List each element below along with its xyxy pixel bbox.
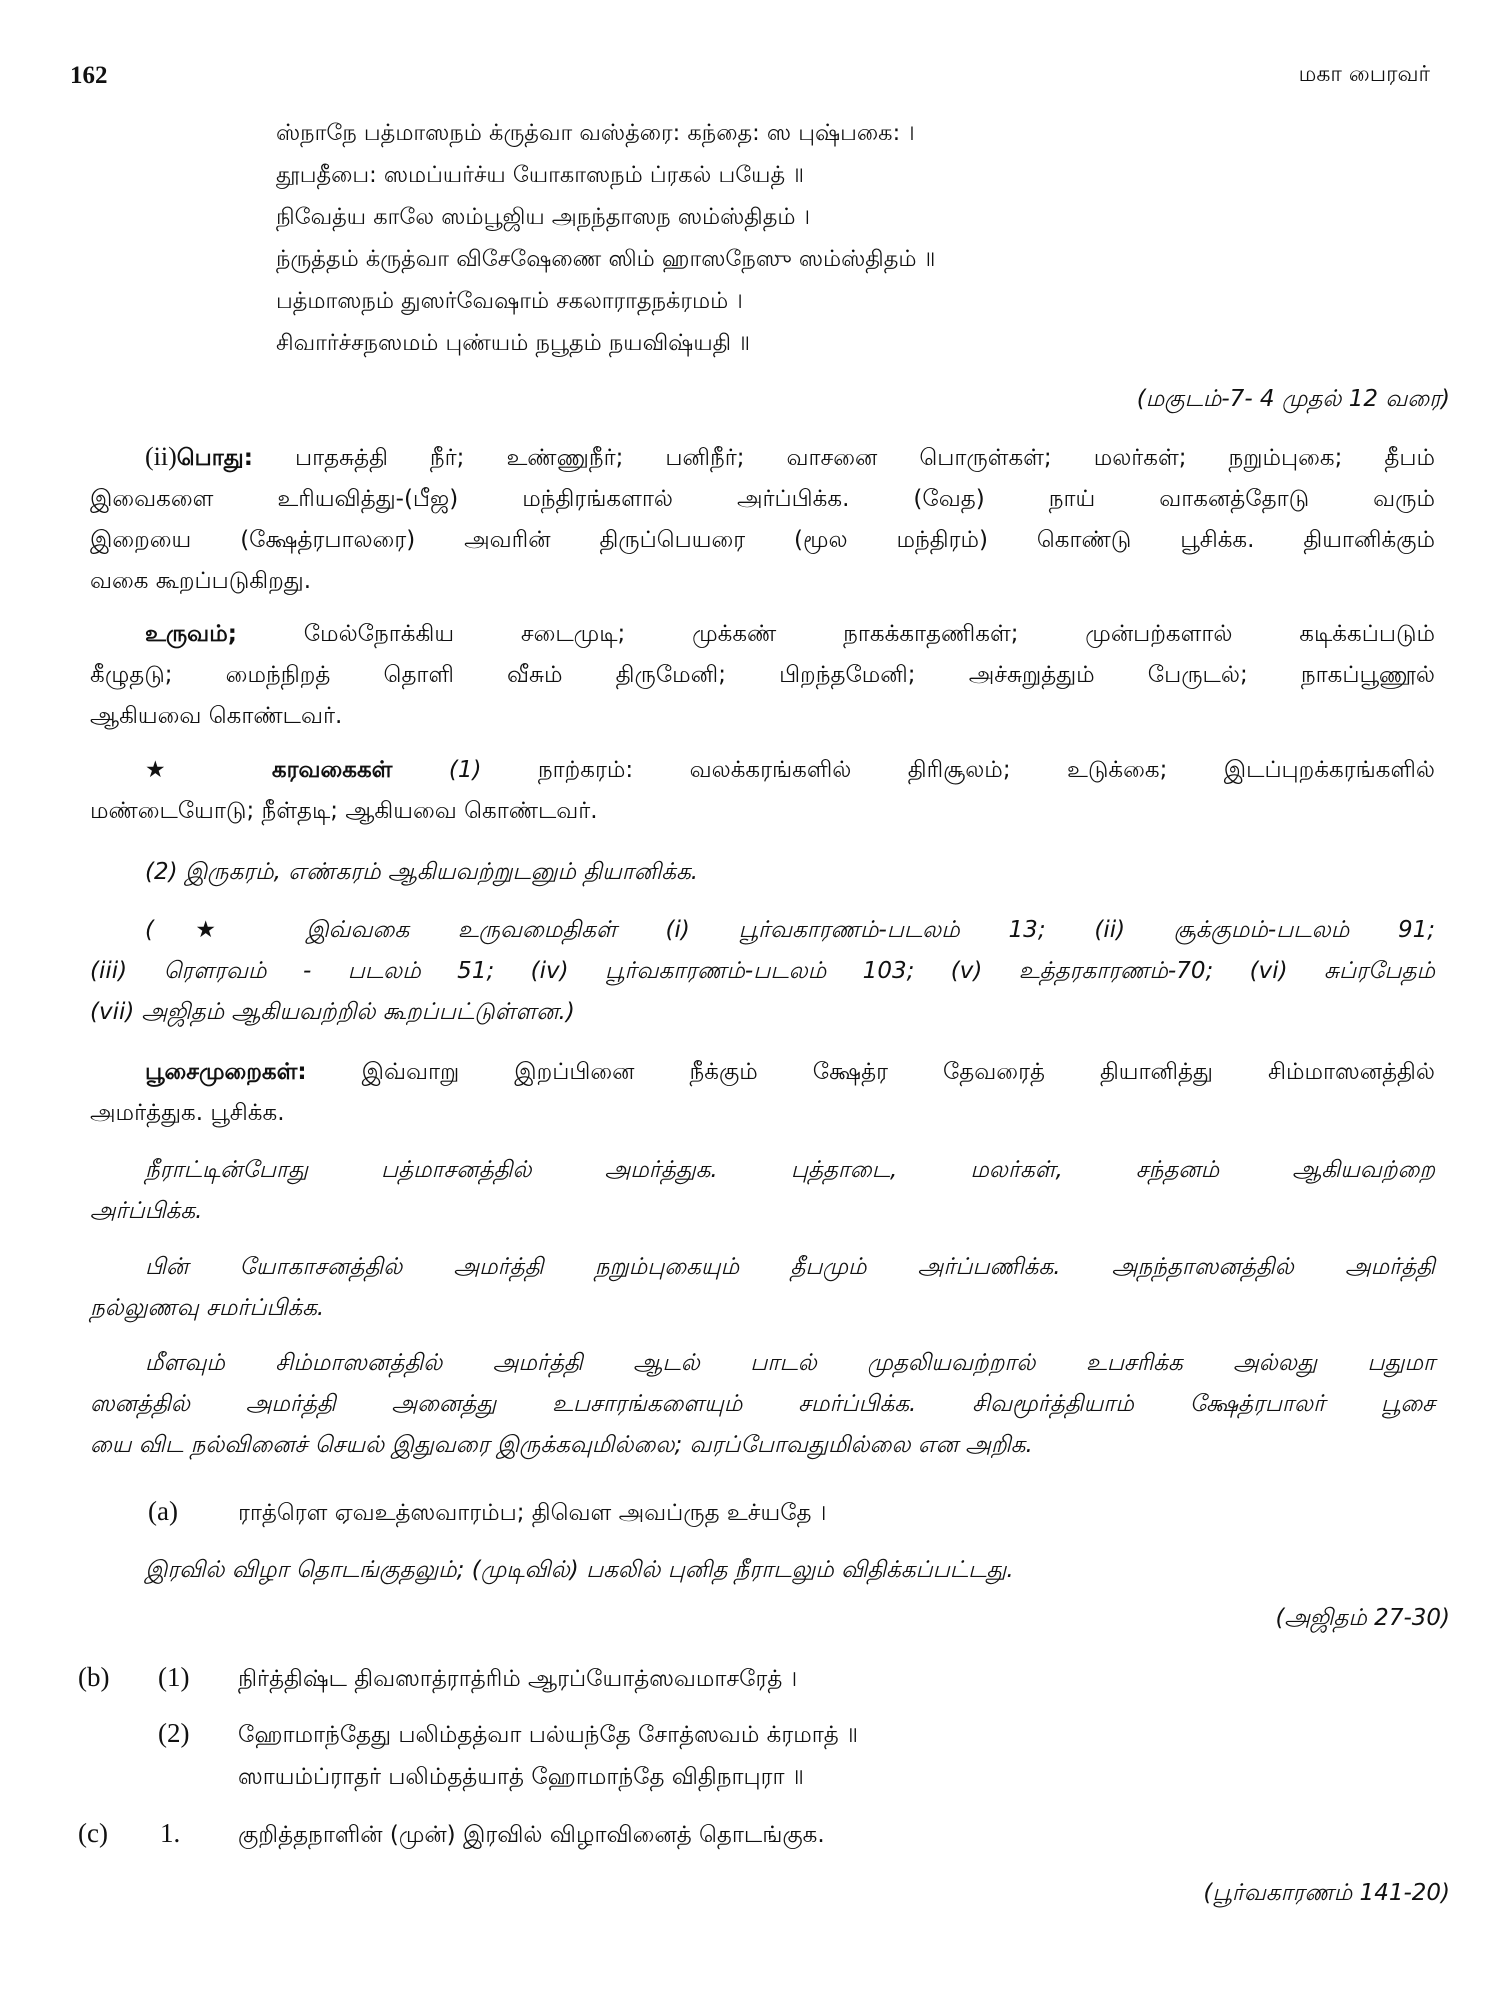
paragraph-text: பின் யோகாசனத்தில் அமர்த்தி நறும்புகையும் தீபமும் அர்ப்பணிக்க. அநந்தாஸனத்தில் அமர்த்தி — [145, 1254, 1435, 1280]
paragraph-note — [90, 910, 1435, 1033]
paragraph-text: மண்டையோடு; நீள்தடி; ஆகியவை கொண்டவர். — [90, 798, 598, 824]
paragraph-text: ஸனத்தில் அமர்த்தி அனைத்து உபசாரங்களையும் சமர்ப்பிக்க. சிவமூர்த்தியாம் க்ஷேத்ரபாலர் பூசை — [90, 1391, 1435, 1417]
paragraph-text: (iii) ரௌரவம் - படலம் 51; (iv) பூர்வகாரணம்-படலம் 103; (v) உத்தரகாரணம்-70; (vi) சுப்ரபேதம் — [90, 958, 1435, 984]
paragraph-text: பாதசுத்தி நீர்; உண்ணுநீர்; பனிநீர்; வாசனை பொருள்கள்; மலர்கள்; நறும்புகை; தீபம் — [252, 445, 1435, 471]
verse-line: ஹோமாந்தேது பலிம்தத்வா பல்யந்தே சோத்ஸவம் க்ரமாத் ॥ — [238, 1722, 859, 1748]
paragraph-karavagaigal — [90, 750, 1435, 832]
verse-line: நிவேத்ய காலே ஸம்பூஜிய அநந்தாஸந ஸம்ஸ்திதம் । — [276, 204, 811, 230]
list-number: (1) — [392, 757, 482, 783]
section-label: பூசைமுறைகள்: — [145, 1059, 307, 1085]
paragraph-simmasanam — [90, 1343, 1435, 1466]
paragraph-text: நாற்கரம்: வலக்கரங்களில் திரிசூலம்; உடுக்கை; இடப்புறக்கரங்களில் — [481, 757, 1436, 783]
paragraph-text: (vii) அஜிதம் ஆகியவற்றில் கூறப்பட்டுள்ளன.) — [90, 999, 575, 1025]
citation: (அஜிதம் 27-30) — [1275, 1605, 1450, 1631]
verse-line: நிர்த்திஷ்ட திவஸாத்ராத்ரிம் ஆரப்யோத்ஸவமாசரேத் । — [238, 1666, 798, 1692]
paragraph-text: கீழுதடு; மைந்நிறத் தொளி வீசும் திருமேனி; பிறந்தமேனி; அச்சுறுத்தும் பேருடல்; நாகப்பூணூல் — [90, 662, 1435, 688]
citation: (பூர்வகாரணம் 141-20) — [1203, 1880, 1450, 1906]
item-marker-b: (b) — [78, 1662, 110, 1692]
section-label: கரவகைகள் — [214, 757, 393, 783]
paragraph-text: இறையை (க்ஷேத்ரபாலரை) அவரின் திருப்பெயரை (மூல மந்திரம்) கொண்டு பூசிக்க. தியானிக்கும் — [90, 527, 1435, 553]
paragraph-neeraattu — [90, 1150, 1435, 1232]
paragraph-text: வகை கூறப்படுகிறது. — [90, 568, 312, 594]
verse-line: ராத்ரௌ ஏவஉத்ஸவாரம்ப; திவௌ அவப்ருத உச்யதே । — [238, 1500, 827, 1526]
paragraph-text: இவைகளை உரியவித்து-(பீஜ) மந்திரங்களால் அர்ப்பிக்க. (வேத) நாய் வாகனத்தோடு வரும் — [90, 486, 1435, 512]
verse-line: சிவார்ச்சநஸமம் புண்யம் நபூதம் நயவிஷ்யதி ॥ — [276, 330, 750, 356]
sub-marker: 1. — [160, 1818, 181, 1848]
page-number: 162 — [70, 62, 108, 89]
paragraph-text: மீளவும் சிம்மாஸனத்தில் அமர்த்தி ஆடல் பாடல் முதலியவற்றால் உபசரிக்க அல்லது பதுமா — [145, 1350, 1435, 1376]
verse-line: பத்மாஸநம் துஸர்வேஷாம் சகலாராதநக்ரமம் । — [276, 288, 743, 314]
sub-marker: (2) — [158, 1718, 190, 1748]
paragraph-text: அர்ப்பிக்க. — [90, 1198, 203, 1224]
verse-line: ஸ்நாநே பத்மாஸநம் க்ருத்வா வஸ்த்ரை: கந்தை: ஸ புஷ்பகை: । — [276, 120, 915, 146]
paragraph-text: நல்லுணவு சமர்ப்பிக்க. — [90, 1295, 325, 1321]
section-label: உருவம்; — [145, 621, 237, 647]
paragraph-irukaram — [90, 852, 1435, 893]
paragraph-text: அமர்த்துக. பூசிக்க. — [90, 1100, 285, 1126]
paragraph-pothu — [90, 436, 1435, 602]
page-header — [70, 62, 1430, 102]
running-title: மகா பைரவர் — [1298, 62, 1430, 87]
paragraph-iravil — [90, 1550, 1435, 1591]
paragraph-text: ஆகியவை கொண்டவர். — [90, 703, 343, 729]
section-marker: (ii) — [145, 442, 177, 471]
section-label: பொது: — [176, 445, 253, 471]
paragraph-text: குறித்தநாளின் (முன்) இரவில் விழாவினைத் தொடங்குக. — [238, 1822, 825, 1848]
item-marker-a: (a) — [148, 1496, 178, 1526]
paragraph-text: யை விட நல்வினைச் செயல் இதுவரை இருக்கவுமில்லை; வரப்போவதுமில்லை என அறிக. — [90, 1432, 1033, 1458]
paragraph-uruvam — [90, 614, 1435, 737]
sub-marker: (1) — [158, 1662, 190, 1692]
verse-line: தூபதீபை: ஸமப்யர்ச்ய யோகாஸநம் ப்ரகல் பயேத் ॥ — [276, 162, 805, 188]
paragraph-text: இவ்வாறு இறப்பினை நீக்கும் க்ஷேத்ர தேவரைத் தியானித்து சிம்மாஸனத்தில் — [306, 1059, 1435, 1085]
verse-line: ந்ருத்தம் க்ருத்வா விசேஷேணை ஸிம் ஹாஸநேஸு ஸம்ஸ்திதம் ॥ — [276, 246, 936, 272]
item-marker-c: (c) — [78, 1818, 108, 1848]
verse-line: ஸாயம்ப்ராதர் பலிம்தத்யாத் ஹோமாந்தே விதிநாபுரா ॥ — [238, 1764, 804, 1790]
paragraph-text: இரவில் விழா தொடங்குதலும்; (முடிவில்) பகலில் புனித நீராடலும் விதிக்கப்பட்டது. — [145, 1557, 1014, 1583]
paragraph-text: (★ இவ்வகை உருவமைதிகள் (i) பூர்வகாரணம்-படலம் 13; (ii) சூக்குமம்-படலம் 91; — [145, 917, 1435, 943]
paragraph-text: நீராட்டின்போது பத்மாசனத்தில் அமர்த்துக. புத்தாடை, மலர்கள், சந்தனம் ஆகியவற்றை — [145, 1157, 1435, 1183]
paragraph-yogasanam — [90, 1247, 1435, 1329]
star-icon: ★ — [145, 757, 215, 783]
paragraph-text: மேல்நோக்கிய சடைமுடி; முக்கண் நாகக்காதணிகள்; முன்பற்களால் கடிக்கப்படும் — [236, 621, 1435, 647]
paragraph-text: (2) இருகரம், எண்கரம் ஆகியவற்றுடனும் தியானிக்க. — [145, 859, 699, 885]
citation: (மகுடம்-7- 4 முதல் 12 வரை) — [1136, 386, 1450, 412]
paragraph-poosai — [90, 1052, 1435, 1134]
